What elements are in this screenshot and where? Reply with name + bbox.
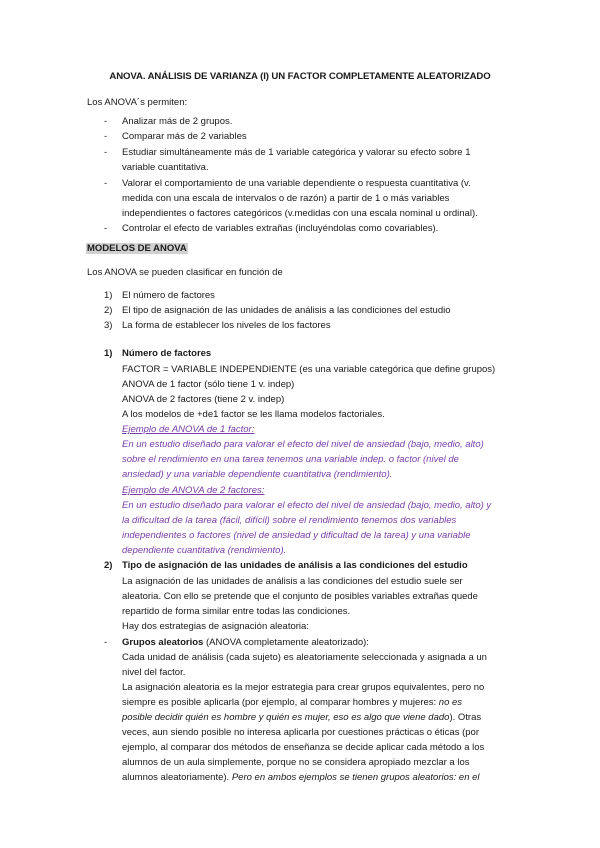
list-item-cont: medida con una escala de intervalos o de razón) a partir de 1 o más variables [122, 193, 450, 204]
paragraph-line: aleatoria. Con ello se pretende que el conjunto de posibles variables extrañas quede [122, 591, 478, 602]
example-line: la dificultad de la tarea (fácil, difícil) sobre el rendimiento tenemos dos variables [122, 515, 457, 526]
subsection-heading-bold: Grupos aleatorios [122, 637, 204, 648]
criterion-text: El tipo de asignación de las unidades de análisis a las condiciones del estudio [122, 305, 451, 316]
example-line: En un estudio diseñado para valorar el efecto del nivel de ansiedad (bajo, medio, alto) y [122, 500, 492, 511]
clasificar-text: Los ANOVA se pueden clasificar en función de [87, 267, 283, 278]
list-item-cont: variable cuantitativa. [122, 162, 209, 173]
paragraph-line: veces, aun siendo posible no interesa aplicarla por cuestiones prácticas o éticas (por [122, 727, 479, 738]
example-line: sobre el rendimiento en una tarea tenemos una variable indep. o factor (nivel de [122, 454, 459, 465]
paragraph-line: A los modelos de +de1 factor se les llama modelos factoriales. [122, 409, 385, 420]
bullet-dash: - [104, 178, 108, 189]
section-heading: Tipo de asignación de las unidades de análisis a las condiciones del estudio [122, 560, 468, 571]
bullet-dash: - [104, 147, 108, 158]
bullet-dash: - [104, 116, 108, 127]
paragraph-line: Hay dos estrategias de asignación aleatoria: [122, 621, 309, 632]
paragraph-line: La asignación aleatoria es la mejor estrategia para crear grupos equivalentes, pero no [122, 682, 485, 693]
paragraph-line: La asignación de las unidades de análisis a las condiciones del estudio suele ser [122, 576, 463, 587]
list-item: Controlar el efecto de variables extrañas (incluyéndolas como covariables). [122, 223, 439, 234]
paragraph-line: ejemplo, al comparar dos métodos de enseñanza se decide aplicar cada método a los [122, 742, 485, 753]
section-number: 1) [104, 348, 113, 359]
intro-text: Los ANOVA´s permiten: [87, 97, 188, 108]
paragraph-line: ANOVA de 2 factores (tiene 2 v. indep) [122, 394, 285, 405]
paragraph-line [122, 772, 480, 783]
bullet-dash: - [104, 637, 108, 648]
paragraph-line: ANOVA de 1 factor (sólo tiene 1 v. indep) [122, 379, 295, 390]
paragraph-line: nivel del factor. [122, 667, 186, 678]
list-item: Valorar el comportamiento de una variable dependiente o respuesta cuantitativa (v. [122, 178, 471, 189]
list-item-cont: independientes o factores categóricos (v.medidas con una escala nominal u ordinal). [122, 208, 478, 219]
paragraph-line: alumnos de un aula simplemente, porque no se considera apropiado mezclar a los [122, 757, 470, 768]
list-item: Estudiar simultáneamente más de 1 variable categórica y valorar su efecto sobre 1 [122, 147, 471, 158]
list-item: Analizar más de 2 grupos. [122, 116, 233, 127]
criterion-number: 2) [104, 305, 113, 316]
criterion-number: 3) [104, 320, 113, 331]
example-line: dependiente cuantitativa (rendimiento). [122, 545, 287, 556]
bullet-dash: - [104, 131, 108, 142]
paragraph-line: repartido de forma similar entre todas las condiciones. [122, 606, 351, 617]
section-heading: Número de factores [122, 348, 212, 359]
italic-run: Pero en ambos ejemplos se tienen grupos aleatorios: en el [231, 772, 480, 783]
text-run: siempre es posible aplicarla (por ejemplo, al comparar hombres y mujeres: [122, 697, 437, 708]
criterion-text: La forma de establecer los niveles de los factores [122, 320, 331, 331]
text-run: alumnos aleatoriamente). [122, 772, 232, 783]
italic-run: no es [436, 697, 463, 708]
text-run: ). Otras [449, 712, 482, 723]
example-label: Ejemplo de ANOVA de 1 factor: [122, 424, 255, 435]
document-title: ANOVA. ANÁLISIS DE VARIANZA (I) UN FACTOR COMPLETAMENTE ALEATORIZADO [109, 71, 491, 82]
section-number: 2) [104, 560, 113, 571]
paragraph-line [122, 697, 462, 708]
criterion-number: 1) [104, 290, 113, 301]
example-line: ansiedad) y una variable dependiente cuantitativa (rendimiento). [122, 469, 393, 480]
paragraph-line: FACTOR = VARIABLE INDEPENDIENTE (es una variable categórica que define grupos) [122, 364, 496, 375]
example-line: En un estudio diseñado para valorar el efecto del nivel de ansiedad (bajo, medio, alto) [122, 439, 484, 450]
paragraph-line [122, 712, 481, 723]
criterion-text: El número de factores [122, 290, 215, 301]
example-label: Ejemplo de ANOVA de 2 factores: [122, 485, 265, 496]
list-item: Comparar más de 2 variables [122, 131, 247, 142]
paragraph-line: Cada unidad de análisis (cada sujeto) es aleatoriamente seleccionada y asignada a un [122, 652, 487, 663]
subsection-heading [122, 637, 369, 648]
section-heading: MODELOS DE ANOVA [87, 243, 187, 254]
example-line: independientes o factores (nivel de ansiedad y dificultad de la tarea) y una variable [122, 530, 471, 541]
italic-run: posible decidir quién es hombre y quién es mujer, eso es algo que viene dado [122, 712, 450, 723]
subsection-heading-rest: (ANOVA completamente aleatorizado): [203, 637, 369, 648]
bullet-dash: - [104, 223, 108, 234]
